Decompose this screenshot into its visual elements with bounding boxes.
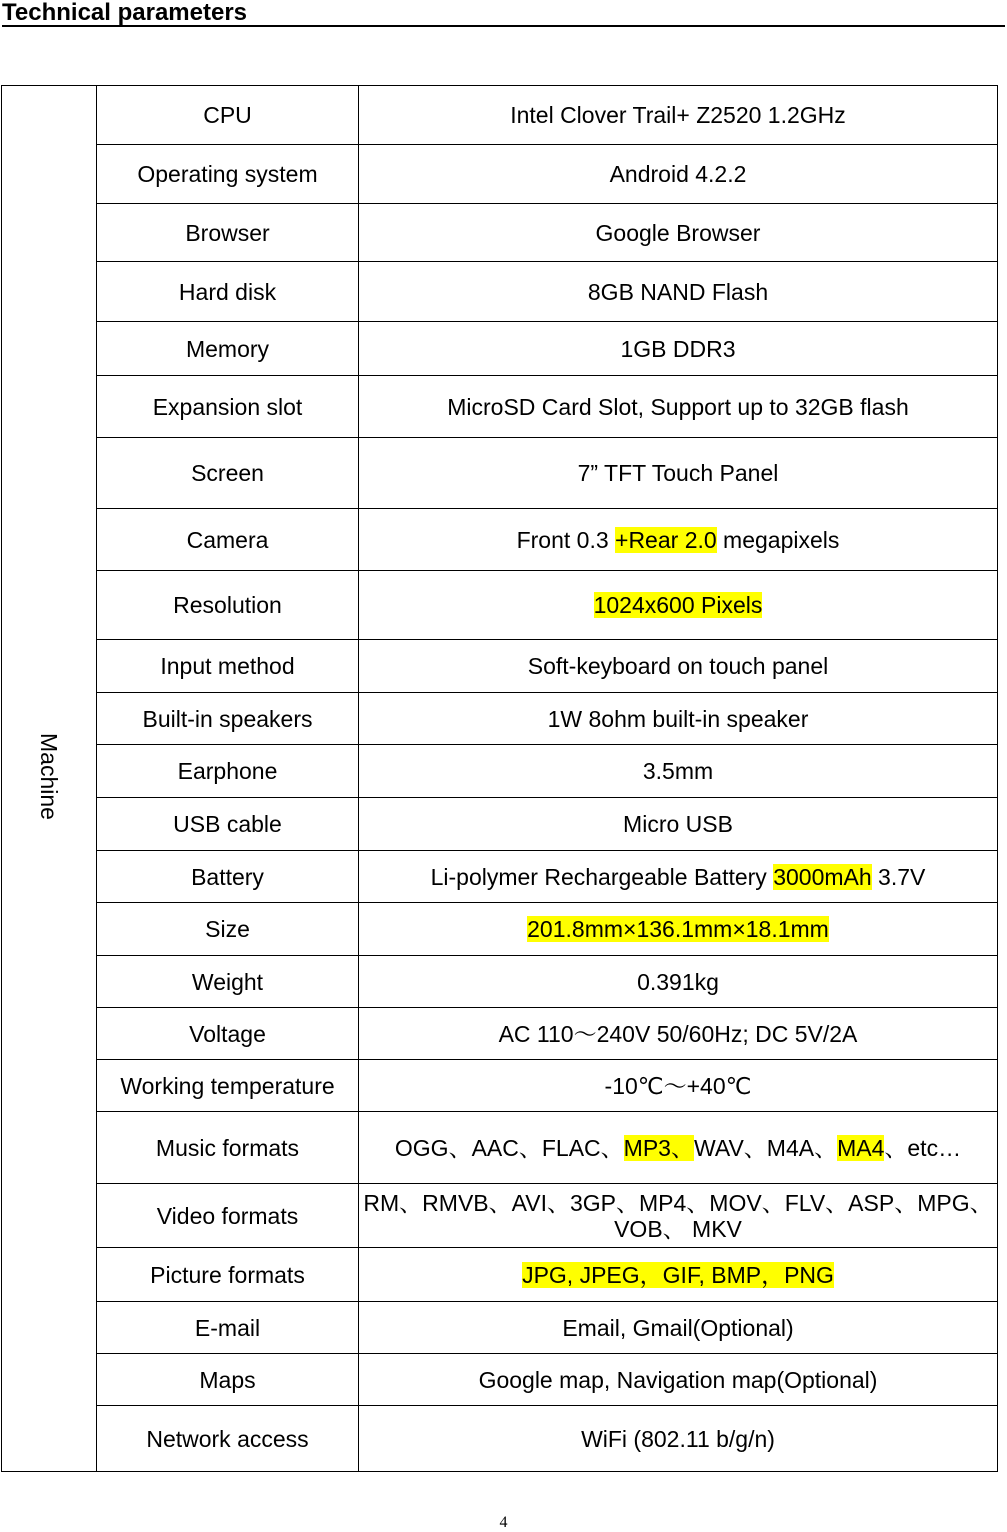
value-text: 1GB DDR3 (620, 335, 736, 362)
table-row (2, 1060, 998, 1112)
param-value (359, 1302, 998, 1354)
table-row (2, 956, 998, 1008)
group-cell (2, 86, 97, 1472)
highlighted-text: MA4 (837, 1134, 885, 1161)
group-label: Machine (36, 732, 62, 820)
table-row (2, 262, 998, 322)
param-value (359, 1248, 998, 1302)
table-row (2, 1406, 998, 1472)
table-row (2, 1248, 998, 1302)
param-value (359, 322, 998, 376)
table-row (2, 571, 998, 640)
table-row (2, 204, 998, 262)
value-text: 3.7V (871, 863, 926, 890)
table-row (2, 693, 998, 745)
param-label: Size (97, 903, 359, 956)
param-value (359, 1184, 998, 1248)
param-value (359, 1354, 998, 1406)
table-row (2, 145, 998, 204)
param-value (359, 438, 998, 509)
highlighted-text: JPG, JPEG，GIF, BMP，PNG (522, 1261, 834, 1288)
table-row (2, 322, 998, 376)
table-row (2, 640, 998, 693)
value-text: WAV、M4A、 (693, 1134, 838, 1161)
table-row (2, 1184, 998, 1248)
table-row (2, 86, 998, 145)
table-row (2, 438, 998, 509)
table-row (2, 1354, 998, 1406)
value-text: 0.391kg (637, 968, 719, 995)
value-text: Soft-keyboard on touch panel (527, 653, 829, 679)
param-value (359, 956, 998, 1008)
value-text: 7” TFT Touch Panel (577, 460, 779, 486)
value-text: -10℃～+40℃ (604, 1072, 752, 1099)
table-row (2, 376, 998, 438)
spec-table (1, 85, 998, 1472)
param-label: Battery (97, 851, 359, 903)
param-value (359, 262, 998, 322)
table-row (2, 798, 998, 851)
table-row (2, 851, 998, 903)
table-row (2, 1008, 998, 1060)
param-label: Working temperature (97, 1060, 359, 1112)
highlighted-text: MP3、 (623, 1134, 694, 1161)
param-label: Resolution (97, 571, 359, 640)
param-value (359, 851, 998, 903)
table-row (2, 903, 998, 956)
param-label: Hard disk (97, 262, 359, 322)
value-text: 8GB NAND Flash (587, 278, 769, 305)
value-text: Google Browser (595, 219, 761, 246)
table-row (2, 745, 998, 798)
param-label: Earphone (97, 745, 359, 798)
param-label: Camera (97, 509, 359, 571)
param-label: Maps (97, 1354, 359, 1406)
section-heading: Technical parameters (2, 0, 1005, 27)
param-value (359, 145, 998, 204)
param-label: CPU (97, 86, 359, 145)
param-label: Browser (97, 204, 359, 262)
param-value (359, 1008, 998, 1060)
value-text: Li-polymer Rechargeable Battery (430, 863, 774, 890)
highlighted-text: 3000mAh (773, 863, 872, 890)
value-text: AC 110～240V 50/60Hz; DC 5V/2A (498, 1020, 858, 1047)
value-text: OGG、AAC、FLAC、 (394, 1134, 624, 1161)
table-row (2, 1112, 998, 1184)
param-label: Video formats (97, 1184, 359, 1248)
param-value (359, 798, 998, 851)
param-value (359, 693, 998, 745)
highlighted-text: +Rear 2.0 (615, 526, 717, 553)
param-label: Input method (97, 640, 359, 693)
param-label: Memory (97, 322, 359, 376)
param-value (359, 509, 998, 571)
page-number: 4 (499, 1514, 508, 1531)
value-text: Front 0.3 (516, 526, 616, 553)
param-label: Picture formats (97, 1248, 359, 1302)
param-label: Expansion slot (97, 376, 359, 438)
param-value (359, 903, 998, 956)
highlighted-text: 1024x600 Pixels (593, 592, 763, 618)
param-value (359, 204, 998, 262)
param-value (359, 571, 998, 640)
value-text: MicroSD Card Slot, Support up to 32GB flash (447, 393, 909, 420)
param-value (359, 745, 998, 798)
value-text: megapixels (716, 526, 840, 553)
value-text: 3.5mm (642, 758, 714, 784)
value-text: Intel Clover Trail+ Z2520 1.2GHz (510, 102, 846, 128)
value-text: Google map, Navigation map(Optional) (478, 1366, 878, 1393)
table-row (2, 1302, 998, 1354)
table-row (2, 509, 998, 571)
param-value (359, 1112, 998, 1184)
param-value (359, 1406, 998, 1472)
value-text: 、etc… (884, 1134, 962, 1161)
param-label: USB cable (97, 798, 359, 851)
param-label: E-mail (97, 1302, 359, 1354)
param-label: Built-in speakers (97, 693, 359, 745)
param-label: Network access (97, 1406, 359, 1472)
param-label: Operating system (97, 145, 359, 204)
param-label: Voltage (97, 1008, 359, 1060)
param-label: Screen (97, 438, 359, 509)
param-label: Music formats (97, 1112, 359, 1184)
highlighted-text: 201.8mm×136.1mm×18.1mm (527, 916, 829, 942)
value-text: RM、RMVB、AVI、3GP、MP4、MOV、FLV、ASP、MPG、VOB、 MKV (363, 1189, 993, 1242)
value-text: WiFi (802.11 b/g/n) (581, 1425, 775, 1452)
param-value (359, 376, 998, 438)
value-text: Android 4.2.2 (609, 161, 747, 187)
value-text: Email, Gmail(Optional) (562, 1314, 794, 1341)
value-text: Micro USB (623, 811, 733, 837)
value-text: 1W 8ohm built-in speaker (547, 705, 809, 732)
param-value (359, 640, 998, 693)
param-value (359, 1060, 998, 1112)
param-value (359, 86, 998, 145)
param-label: Weight (97, 956, 359, 1008)
